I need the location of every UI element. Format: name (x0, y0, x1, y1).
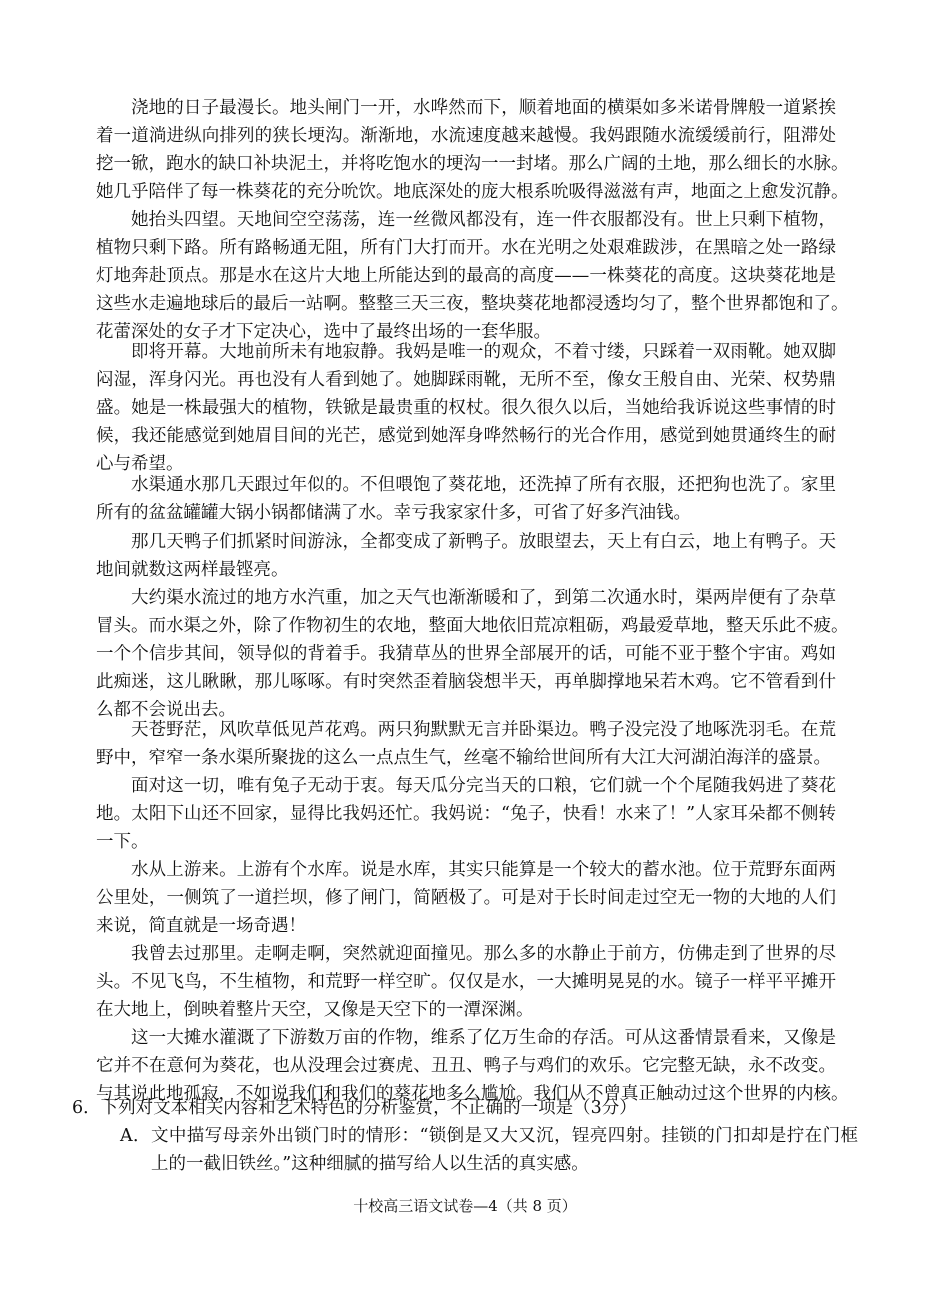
text-line: 挖一锨，跑水的缺口补块泥土，并将吃饱水的埂沟一一封堵。那么广阔的土地，那么细长的水脉。 (96, 154, 849, 175)
option-a-line-2: 上的一截旧铁丝。”这种细腻的描写给人以生活的真实感。 (151, 1154, 589, 1174)
text-line: 她几乎陪伴了每一株葵花的充分吮饮。地底深处的庞大根系吮吸得滋滋有声，地面之上愈发沉静。 (96, 182, 849, 203)
text-line: 面对这一切，唯有兔子无动于衷。每天瓜分完当天的口粮，它们就一个个尾随我妈进了葵花 (131, 776, 836, 796)
text-line: 一个个信步其间，领导似的背着手。我猜草丛的世界全部展开的话，可能不亚于整个宇宙。鸡如 (96, 644, 836, 665)
text-line: 浇地的日子最漫长。地头闸门一开，水哗然而下，顺着地面的横渠如多米诺骨牌般一道紧挨 (131, 98, 836, 118)
text-line: 公里处，一侧筑了一道拦坝，修了闸门，简陋极了。可是对于长时间走过空无一物的大地的人们 (96, 888, 836, 909)
text-line: 心与希望。 (96, 454, 184, 475)
text-line: 闷湿，浑身闪光。再也没有人看到她了。她脚踩雨靴，无所不至，像女王般自由、光荣、权势鼎 (96, 370, 836, 391)
text-line: 所有的盆盆罐罐大锅小锅都储满了水。幸亏我家家什多，可省了好多汽油钱。 (96, 503, 691, 524)
text-line: 她抬头四望。天地间空空荡荡，连一丝微风都没有，连一件衣服都没有。世上只剩下植物， (131, 210, 836, 230)
text-line: 地间就数这两样最铿亮。 (96, 560, 289, 581)
text-line: 植物只剩下路。所有路畅通无阻，所有门大打而开。水在光明之处艰难跋涉，在黑暗之处一路绿 (96, 238, 836, 259)
text-line: 灯地奔赴顶点。那是水在这片大地上所能达到的最高的高度——一株葵花的高度。这块葵花地是 (96, 266, 836, 287)
text-line: 水从上游来。上游有个水库。说是水库，其实只能算是一个较大的蓄水池。位于荒野东面两 (131, 860, 836, 880)
text-line: 野中，窄窄一条水渠所聚拢的这么一点点生气，丝毫不输给世间所有大江大河湖泊海洋的盛景。 (96, 748, 831, 769)
text-line: 盛。她是一株最强大的植物，铁锨是最贵重的权杖。很久很久以后，当她给我诉说这些事情的时 (96, 398, 836, 419)
text-line: 头。不见飞鸟，不生植物，和荒野一样空旷。仅仅是水，一大摊明晃晃的水。镜子一样平平摊开 (96, 972, 836, 993)
text-line: 着一道淌进纵向排列的狭长埂沟。渐渐地，水流速度越来越慢。我妈跟随水流缓缓前行，阻滞处 (96, 126, 836, 147)
text-line: 水渠通水那几天跟过年似的。不但喂饱了葵花地，还洗掉了所有衣服，还把狗也洗了。家里 (131, 475, 836, 495)
text-line: 这一大摊水灌溉了下游数万亩的作物，维系了亿万生命的存活。可从这番情景看来，又像是 (131, 1028, 836, 1048)
text-line: 它并不在意何为葵花，也从没理会过赛虎、丑丑、鸭子与鸡们的欢乐。它完整无缺，永不改变。 (96, 1056, 836, 1077)
text-line: 一下。 (96, 832, 149, 853)
question-stem: 6．下列对文本相关内容和艺术特色的分析鉴赏，不正确的一项是（3分） (72, 1098, 637, 1118)
text-line: 么都不会说出去。 (96, 700, 236, 721)
text-line: 此痴迷，这儿瞅瞅，那儿啄啄。有时突然歪着脑袋想半天，再单脚撑地呆若木鸡。它不管看到什 (96, 672, 836, 693)
page-footer: 十校高三语文试卷—4（共 8 页） (353, 1197, 577, 1215)
text-line: 来说，简直就是一场奇遇！ (96, 916, 306, 937)
text-line: 这些水走遍地球后的最后一站啊。整整三天三夜，整块葵花地都浸透均匀了，整个世界都饱和了。 (96, 294, 849, 315)
text-line: 大约渠水流过的地方水汽重，加之天气也渐渐暖和了，到第二次通水时，渠两岸便有了杂草 (131, 588, 836, 608)
text-line: 花蕾深处的女子才下定决心，选中了最终出场的一套华服。 (96, 322, 551, 343)
text-line: 那几天鸭子们抓紧时间游泳，全都变成了新鸭子。放眼望去，天上有白云，地上有鸭子。天 (131, 532, 836, 552)
text-line: 与其说此地孤寂，不如说我们和我们的葵花地多么尴尬。我们从不曾真正触动过这个世界的内核。 (96, 1084, 849, 1105)
text-line: 我曾去过那里。走啊走啊，突然就迎面撞见。那么多的水静止于前方，仿佛走到了世界的尽 (131, 944, 836, 964)
text-line: 候，我还能感觉到她眉目间的光芒，感觉到她浑身哗然畅行的光合作用，感觉到她贯通终生的耐 (96, 426, 836, 447)
text-line: 即将开幕。大地前所未有地寂静。我妈是唯一的观众，不着寸缕，只踩着一双雨靴。她双脚 (131, 342, 836, 362)
text-line: 在大地上，倒映着整片天空，又像是天空下的一潭深渊。 (96, 1000, 534, 1021)
option-a-line-1: A．文中描写母亲外出锁门时的情形：“锁倒是又大又沉，锃亮四射。挂锁的门扣却是拧在门框 (120, 1126, 858, 1146)
text-line: 天苍野茫，风吹草低见芦花鸡。两只狗默默无言并卧渠边。鸭子没完没了地啄洗羽毛。在荒 (131, 720, 836, 740)
text-line: 地。太阳下山还不回家，显得比我妈还忙。我妈说：“兔子，快看！水来了！”人家耳朵都不侧转 (96, 804, 836, 825)
text-line: 冒头。而水渠之外，除了作物初生的农地，整面大地依旧荒凉粗砺，鸡最爱草地，整天乐此不疲。 (96, 616, 849, 637)
